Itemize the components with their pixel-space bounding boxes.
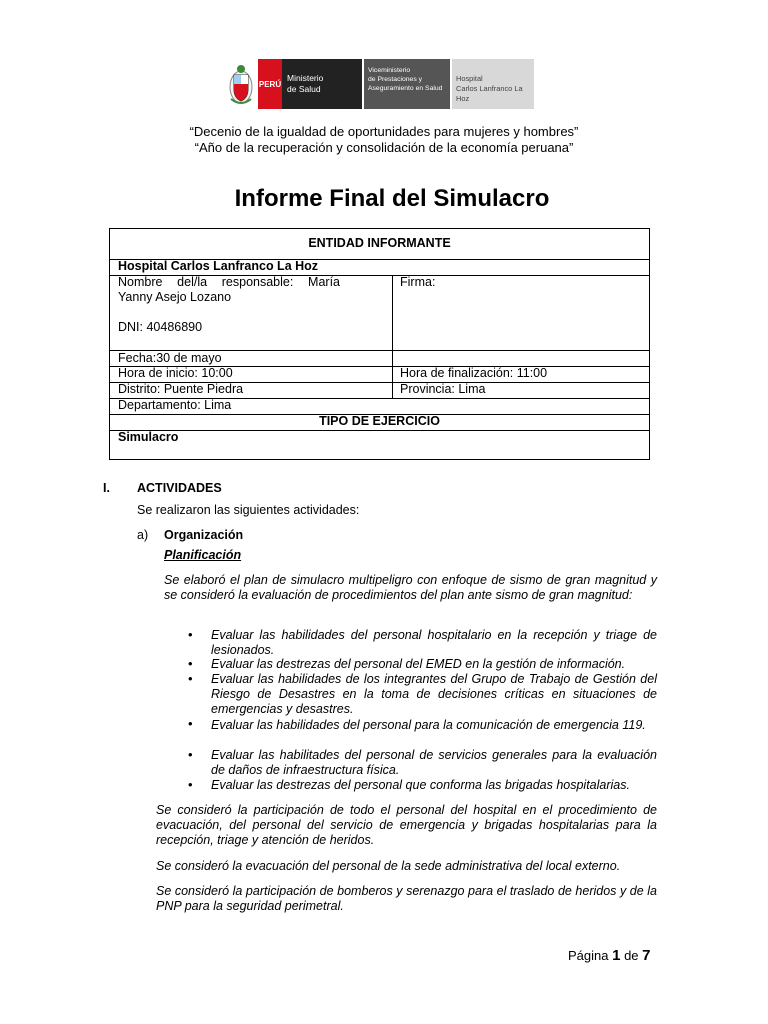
section-title: ACTIVIDADES [137,481,222,495]
date-value: Fecha:30 de mayo [118,351,222,365]
list-item: Evaluar las habilidades de los integrantes del Grupo de Trabajo de Gestión del Riesgo de Desastres en la toma de decisiones críticas en situaciones de emergencias y desastres. [211,672,657,716]
entity-name: Hospital Carlos Lanfranco La Hoz [118,259,319,273]
planning-paragraph: Se elaboró el plan de simulacro multipeligro con enfoque de sismo de gran magnitud y se consideró la evaluación de procedimientos del plan ante sismo de gran magnitud: [164,573,657,602]
motto-line-2: “Año de la recuperación y consolidación de la economía peruana” [194,140,574,155]
evacuation-paragraph: Se consideró la evacuación del personal de la sede administrativa del local externo. [156,859,621,873]
ministry-logo-banner [228,59,542,109]
bullet-icon: • [188,747,193,762]
firefighters-paragraph: Se consideró la participación de bomberos y serenazgo para el traslado de heridos y de la PNP para la seguridad perimetral. [156,884,657,913]
entity-info-table [109,228,650,460]
table-header-entity: ENTIDAD INFORMANTE [308,236,451,250]
list-item: Evaluar las habilitades del personal de servicios generales para la evaluación de daños de infraestructura física. [211,748,657,777]
start-time: Hora de inicio: 10:00 [118,366,233,380]
section-number: I. [103,481,110,495]
list-item: Evaluar las destrezas del personal que conforma las brigadas hospitalarias. [211,778,630,792]
page-word: Página [568,948,609,963]
dni-value: DNI: 40486890 [118,320,203,334]
department-value: Departamento: Lima [118,398,232,412]
total-pages: 7 [642,947,651,964]
hospital-label: Hospital Carlos Lanfranco La Hoz [452,59,534,109]
subsection-letter: a) [137,528,149,542]
responsible-label: Nombre del/la responsable: María [118,275,340,289]
ministry-label: Ministerio de Salud [282,59,362,109]
peru-label: PERÚ [258,59,282,109]
coat-of-arms-icon [228,61,254,107]
subsubsection-title: Planificación [164,548,242,562]
of-word: de [624,948,639,963]
bullet-icon: • [188,716,193,731]
bullet-icon: • [188,777,193,792]
list-item: Evaluar las habilidades del personal hospitalario en la recepción y triage de lesionados. [211,628,657,657]
province-value: Provincia: Lima [400,382,486,396]
motto-line-1: “Decenio de la igualdad de oportunidades para mujeres y hombres” [189,124,579,139]
document-title: Informe Final del Simulacro [234,185,550,212]
signature-label: Firma: [400,275,436,289]
bullet-icon: • [188,671,193,686]
table-header-exercise-type: TIPO DE EJERCICIO [319,414,440,428]
responsible-name: Yanny Asejo Lozano [118,290,232,304]
viceministry-label: Viceministerio de Prestaciones y Aseguramiento en Salud [364,59,450,109]
bullet-icon: • [188,627,193,642]
subsection-title: Organización [164,528,244,542]
end-time: Hora de finalización: 11:00 [400,366,548,380]
list-item: Evaluar las destrezas del personal del EMED en la gestión de información. [211,657,626,671]
exercise-type-value: Simulacro [118,430,179,444]
current-page: 1 [612,947,621,964]
participation-paragraph: Se consideró la participación de todo el personal del hospital en el procedimiento de evacuación, del personal del servicio de emergencia y brigadas hospitalarias para la recepción, triage y atención de heridos. [156,803,657,847]
list-item: Evaluar las habilidades del personal para la comunicación de emergencia 119. [211,718,646,732]
page-number [568,947,651,964]
section-intro: Se realizaron las siguientes actividades: [137,503,360,517]
district-value: Distrito: Puente Piedra [118,382,244,396]
bullet-icon: • [188,656,193,671]
